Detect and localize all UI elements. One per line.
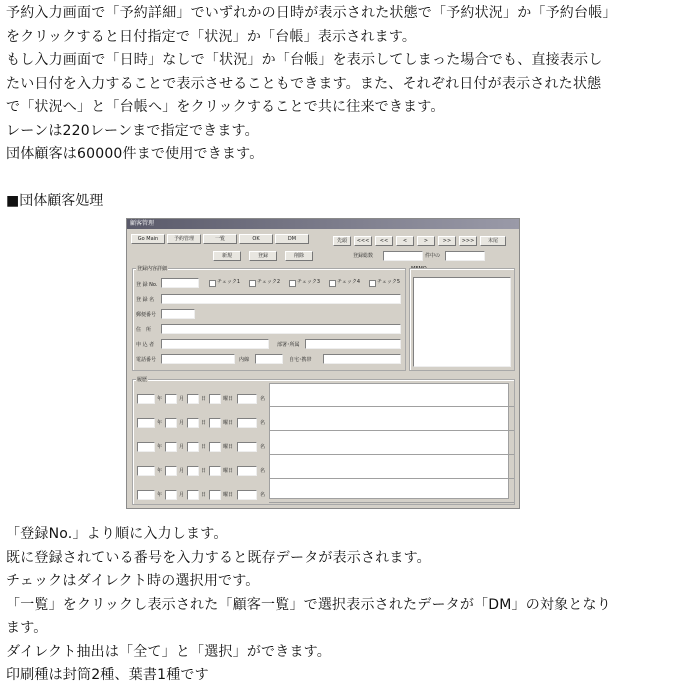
history-month-input[interactable]: [165, 418, 177, 428]
history-count-input[interactable]: [237, 394, 257, 404]
mobile-input[interactable]: [323, 354, 401, 364]
history-month-label: 月: [179, 396, 185, 402]
history-year-input[interactable]: [137, 466, 155, 476]
check5-label: チェック5: [377, 279, 401, 285]
reservation-button[interactable]: 予約管理: [167, 234, 201, 244]
register-button[interactable]: 登録: [249, 251, 277, 261]
name-label: 登 録 名: [136, 297, 155, 303]
history-day-input[interactable]: [187, 490, 199, 500]
check3-label: チェック3: [297, 279, 321, 285]
history-year-label: 年: [157, 492, 163, 498]
history-weekday-label: 曜日: [223, 492, 234, 498]
history-year-label: 年: [157, 444, 163, 450]
history-day-input[interactable]: [187, 418, 199, 428]
check2-box[interactable]: [249, 280, 256, 287]
history-row-divider: [269, 406, 514, 407]
name-input[interactable]: [161, 294, 401, 304]
dept-label: 部署･所属: [277, 342, 300, 348]
history-year-label: 年: [157, 468, 163, 474]
reg-no-input[interactable]: [161, 278, 199, 288]
mobile-label: 自宅･携帯: [289, 357, 312, 363]
history-count-input[interactable]: [237, 418, 257, 428]
check1-label: チェック1: [217, 279, 241, 285]
nav-prev-button[interactable]: <: [396, 236, 414, 246]
intro-line: で「状況へ」と「台帳へ」をクリックすることで共に往来できます。: [6, 99, 445, 115]
history-weekday-input[interactable]: [209, 466, 221, 476]
history-day-input[interactable]: [187, 442, 199, 452]
count-label: 登録総数: [353, 253, 374, 259]
intro-line: 予約入力画面で「予約詳細」でいずれかの日時が表示された状態で「予約状況」か「予約台帳」: [6, 5, 617, 21]
history-label: 履歴: [137, 377, 148, 383]
history-year-label: 年: [157, 396, 163, 402]
history-weekday-label: 曜日: [223, 444, 234, 450]
history-name-label: 名: [260, 420, 266, 426]
history-weekday-label: 曜日: [223, 396, 234, 402]
ok-button[interactable]: OK: [239, 234, 273, 244]
intro-line: もし入力画面で「日時」なしで「状況」か「台帳」を表示してしまった場合でも、直接表示し: [6, 52, 603, 68]
description-line: 「登録No.」より順に入力します。: [6, 526, 228, 542]
history-name-label: 名: [260, 468, 266, 474]
history-row-divider: [269, 478, 514, 479]
history-year-input[interactable]: [137, 418, 155, 428]
history-month-input[interactable]: [165, 466, 177, 476]
window-title: 顧客管理: [127, 219, 519, 229]
list-button[interactable]: 一覧: [203, 234, 237, 244]
new-button[interactable]: 新規: [213, 251, 241, 261]
history-count-input[interactable]: [237, 442, 257, 452]
history-month-label: 月: [179, 444, 185, 450]
history-count-input[interactable]: [237, 490, 257, 500]
description-line: 「一覧」をクリックし表示された「顧客一覧」で選択表示されたデータが「DM」の対象となり: [6, 596, 611, 613]
address-label: 住 所: [136, 327, 152, 333]
ext-input[interactable]: [255, 354, 283, 364]
history-count-input[interactable]: [237, 466, 257, 476]
description-line: 印刷種は封筒2種、葉書1種です: [6, 667, 209, 683]
phone-label: 電話番号: [136, 357, 157, 363]
history-row-divider: [269, 502, 514, 503]
total-count-field: [383, 251, 423, 261]
check2-label: チェック2: [257, 279, 281, 285]
history-year-label: 年: [157, 420, 163, 426]
dm-button[interactable]: DM: [275, 234, 309, 244]
intro-text: [6, 2, 617, 167]
check4-label: チェック4: [337, 279, 361, 285]
history-name-label: 名: [260, 396, 266, 402]
reg-no-label: 登 録 No.: [136, 282, 158, 288]
history-name-label: 名: [260, 444, 266, 450]
check5-box[interactable]: [369, 280, 376, 287]
history-weekday-input[interactable]: [209, 394, 221, 404]
applicant-label: 申 込 者: [136, 342, 155, 348]
intro-line: をクリックすると日付指定で「状況」か「台帳」表示されます。: [6, 28, 417, 45]
description-text: [6, 523, 611, 688]
history-month-input[interactable]: [165, 490, 177, 500]
memo-label: MEMO: [411, 266, 427, 272]
delete-button[interactable]: 削除: [285, 251, 313, 261]
current-index-field[interactable]: [445, 251, 485, 261]
history-month-input[interactable]: [165, 394, 177, 404]
address-input[interactable]: [161, 324, 401, 334]
history-day-label: 日: [201, 468, 207, 474]
history-day-label: 日: [201, 444, 207, 450]
nav-last-button[interactable]: 末尾: [480, 236, 506, 246]
history-month-label: 月: [179, 468, 185, 474]
history-weekday-input[interactable]: [209, 418, 221, 428]
history-row-divider: [269, 454, 514, 455]
history-month-label: 月: [179, 492, 185, 498]
check3-box[interactable]: [289, 280, 296, 287]
ext-label: 内線: [239, 357, 250, 363]
history-month-label: 月: [179, 420, 185, 426]
history-year-input[interactable]: [137, 394, 155, 404]
nav-prev3-button[interactable]: <<<: [354, 236, 372, 246]
customer-management-window: [126, 218, 520, 509]
history-month-input[interactable]: [165, 442, 177, 452]
applicant-input[interactable]: [161, 339, 269, 349]
history-name-label: 名: [260, 492, 266, 498]
history-weekday-input[interactable]: [209, 442, 221, 452]
zip-input[interactable]: [161, 309, 195, 319]
count-of-label: 件中の: [425, 253, 441, 259]
intro-line: レーンは220レーンまで指定できます。: [6, 122, 259, 139]
nav-next-button[interactable]: >: [417, 236, 435, 246]
description-line: チェックはダイレクト時の選択用です。: [6, 573, 260, 589]
intro-line: たい日付を入力することで表示させることもできます。また、それぞれ日付が表示された状態: [6, 75, 602, 92]
zip-label: 郵便番号: [136, 312, 157, 318]
nav-next2-button[interactable]: >>: [438, 236, 456, 246]
description-line: 既に登録されている番号を入力すると既存データが表示されます。: [6, 549, 431, 566]
history-year-input[interactable]: [137, 442, 155, 452]
memo-textarea[interactable]: [413, 277, 511, 367]
history-weekday-label: 曜日: [223, 420, 234, 426]
history-day-label: 日: [201, 396, 207, 402]
check1-box[interactable]: [209, 280, 216, 287]
phone-input[interactable]: [161, 354, 235, 364]
history-day-input[interactable]: [187, 466, 199, 476]
description-line: ダイレクト抽出は「全て」と「選択」ができます。: [6, 643, 331, 660]
section-heading: ■団体顧客処理: [6, 193, 104, 209]
history-year-input[interactable]: [137, 490, 155, 500]
history-day-input[interactable]: [187, 394, 199, 404]
nav-prev2-button[interactable]: <<: [375, 236, 393, 246]
nav-first-button[interactable]: 先頭: [333, 236, 351, 246]
history-day-label: 日: [201, 420, 207, 426]
history-day-label: 日: [201, 492, 207, 498]
check4-box[interactable]: [329, 280, 336, 287]
history-weekday-input[interactable]: [209, 490, 221, 500]
history-row-divider: [269, 430, 514, 431]
history-weekday-label: 曜日: [223, 468, 234, 474]
intro-line: 団体顧客は60000件まで使用できます。: [6, 146, 264, 162]
dept-input[interactable]: [305, 339, 401, 349]
history-list[interactable]: [269, 383, 509, 499]
description-line: ます。: [6, 620, 48, 636]
nav-next3-button[interactable]: >>>: [459, 236, 477, 246]
info-group-label: 登録内容詳細: [137, 266, 168, 272]
go-main-button[interactable]: Go Main: [131, 234, 165, 244]
